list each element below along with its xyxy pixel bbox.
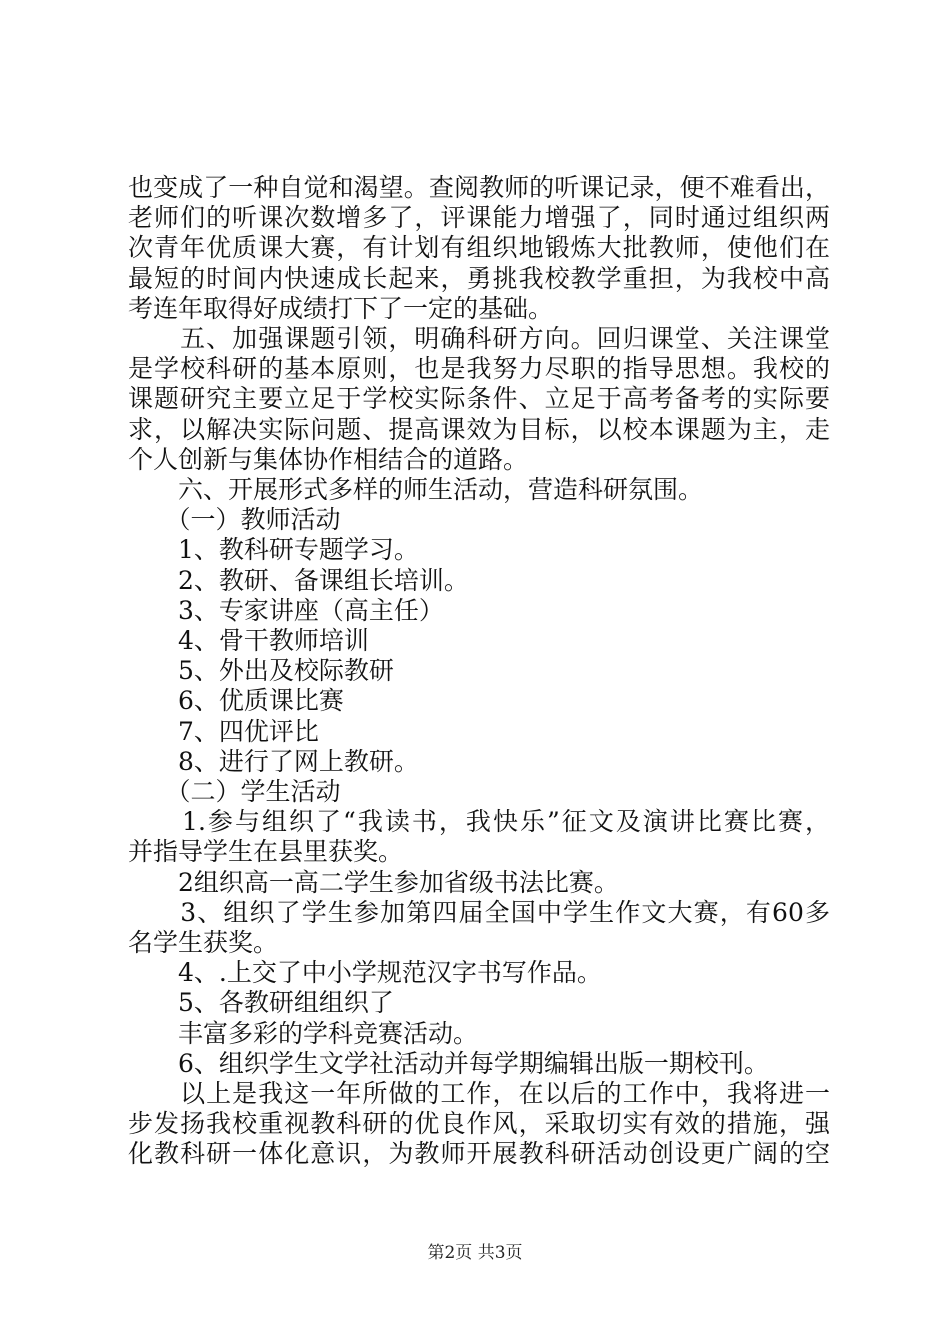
text-line: 老师们的听课次数增多了，评课能力增强了，同时通过组织两 bbox=[128, 203, 830, 232]
text-line: 课题研究主要立足于学校实际条件、立足于高考备考的实际要 bbox=[128, 384, 830, 413]
text-line: 以上是我这一年所做的工作，在以后的工作中，我将进一 bbox=[128, 1079, 830, 1108]
text-line: 也变成了一种自觉和渴望。查阅教师的听课记录，便不难看出， bbox=[128, 173, 830, 202]
text-line: 6、组织学生文学社活动并每学期编辑出版一期校刊。 bbox=[128, 1049, 769, 1078]
text-line: 名学生获奖。 bbox=[128, 928, 279, 957]
text-line: 4、骨干教师培训 bbox=[128, 626, 369, 655]
text-line: 3、专家讲座（高主任） bbox=[128, 596, 444, 625]
text-line: 六、开展形式多样的师生活动，营造科研氛围。 bbox=[128, 475, 704, 504]
text-line: 五、加强课题引领，明确科研方向。回归课堂、关注课堂 bbox=[128, 324, 830, 353]
text-line: （二）学生活动 bbox=[128, 777, 341, 806]
text-line: 1.参与组织了“我读书，我快乐”征文及演讲比赛比赛， bbox=[128, 807, 830, 836]
text-line: 4、.上交了中小学规范汉字书写作品。 bbox=[128, 958, 602, 987]
text-line: 步发扬我校重视教科研的优良作风，采取切实有效的措施，强 bbox=[128, 1109, 830, 1138]
text-line: 8、进行了网上教研。 bbox=[128, 747, 419, 776]
text-line: 最短的时间内快速成长起来，勇挑我校教学重担，为我校中高 bbox=[128, 264, 830, 293]
text-line: 考连年取得好成绩打下了一定的基础。 bbox=[128, 294, 554, 323]
text-line: 次青年优质课大赛，有计划有组织地锻炼大批教师，使他们在 bbox=[128, 233, 830, 262]
text-line: 丰富多彩的学科竞赛活动。 bbox=[128, 1019, 479, 1048]
text-line: 7、四优评比 bbox=[128, 717, 319, 746]
text-line: 2、教研、备课组长培训。 bbox=[128, 566, 469, 595]
text-line: 个人创新与集体协作相结合的道路。 bbox=[128, 445, 529, 474]
text-line: 是学校科研的基本原则，也是我努力尽职的指导思想。我校的 bbox=[128, 354, 830, 383]
text-line: 2组织高一高二学生参加省级书法比赛。 bbox=[128, 868, 619, 897]
page-footer: 第2页 共3页 bbox=[427, 1243, 523, 1263]
text-line: 化教科研一体化意识，为教师开展教科研活动创设更广阔的空 bbox=[128, 1139, 830, 1168]
text-line: 3、组织了学生参加第四届全国中学生作文大赛，有60多 bbox=[128, 898, 830, 927]
text-line: 5、外出及校际教研 bbox=[128, 656, 394, 685]
text-line: 并指导学生在县里获奖。 bbox=[128, 837, 404, 866]
text-line: 1、教科研专题学习。 bbox=[128, 535, 419, 564]
text-line: 5、各教研组组织了 bbox=[128, 988, 394, 1017]
text-line: （一）教师活动 bbox=[128, 505, 341, 534]
text-line: 6、优质课比赛 bbox=[128, 686, 344, 715]
text-line: 求，以解决实际问题、提高课效为目标，以校本课题为主，走 bbox=[128, 415, 830, 444]
